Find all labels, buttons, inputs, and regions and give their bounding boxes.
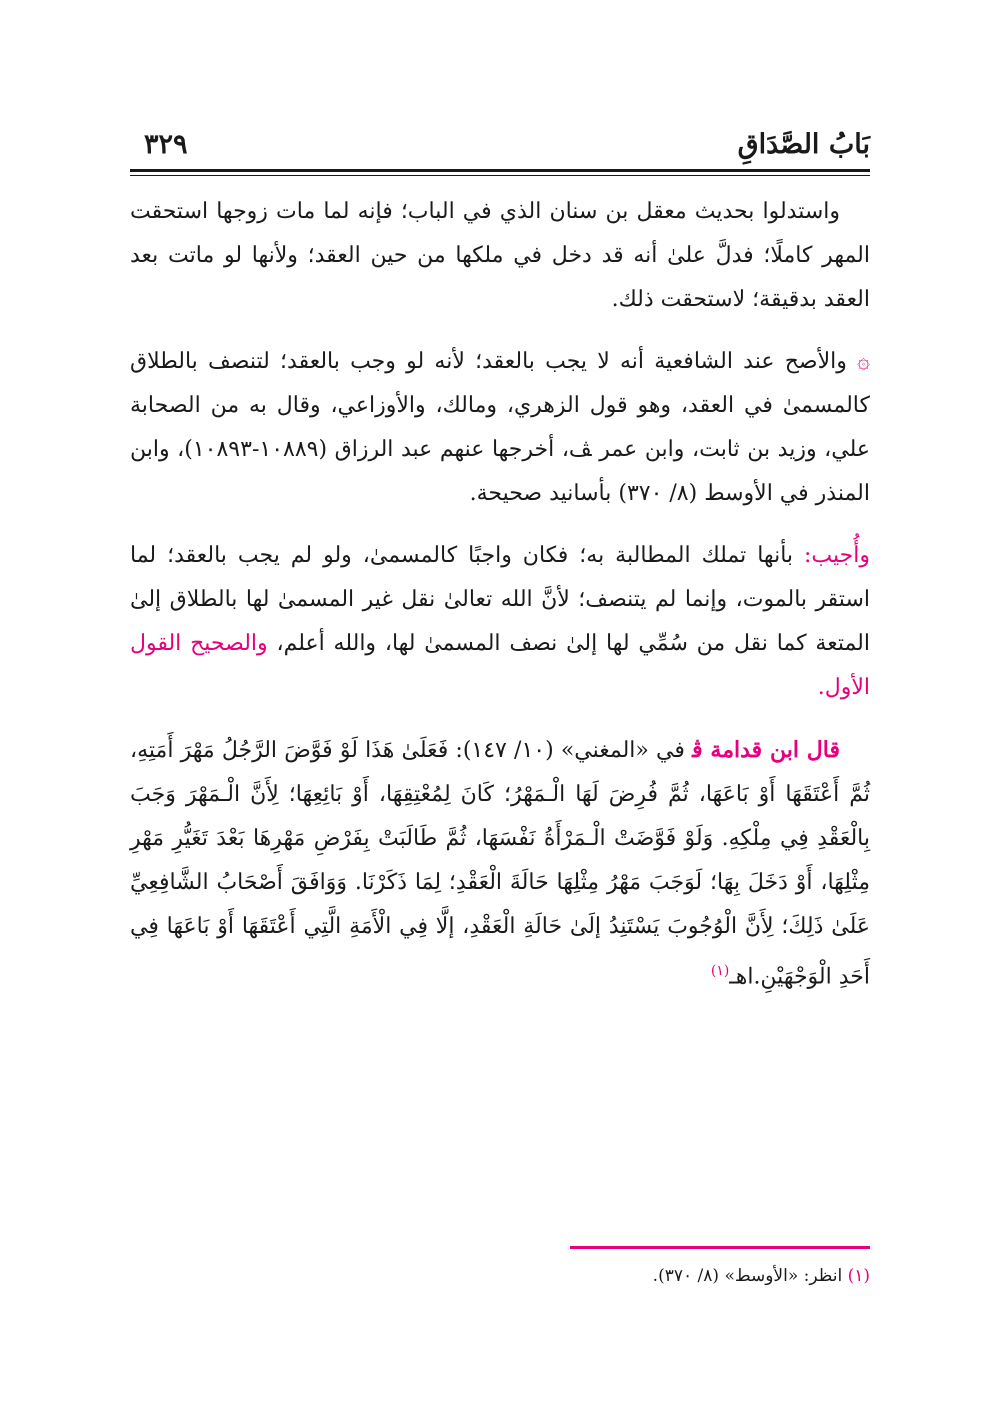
header-rule-thin: [130, 175, 870, 176]
reply-lead: وأُجيب:: [804, 543, 870, 568]
paragraph-text: والأصح عند الشافعية أنه لا يجب بالعقد؛ لأنه لو وجب بالعقد؛ لتنصف بالطلاق كالمسمىٰ في العقد، وهو قول الزهري، ومالك، والأوزاعي، وقال به من الصحابة علي، وزيد بن ثابت، وابن عمر ﭫ، أخرجها عنهم عبد الرزاق (١٠٨٨٩-١٠٨٩٣)، وابن المنذر في الأوسط (٨/ ٣٧٠) بأسانيد صحيحة.: [130, 349, 870, 506]
quote-lead: قال ابن قدامة ﭬ: [692, 737, 841, 763]
paragraph-evidence: [130, 190, 870, 322]
paragraph-reply: [130, 534, 870, 710]
paragraph-shafii: [130, 340, 870, 516]
flower-ornament-icon: ۞: [857, 349, 870, 374]
footnote-ref: (١): [710, 963, 730, 979]
footnote-text: انظر: «الأوسط» (٨/ ٣٧٠).: [652, 1266, 843, 1286]
correct-opinion: والصحيح القول الأول.: [130, 631, 870, 700]
paragraph-text: بأنها تملك المطالبة به؛ فكان واجبًا كالمسمىٰ، ولو لم يجب بالعقد؛ لما استقر بالموت، وإنما لم يتنصف؛ لأنَّ الله تعالىٰ نقل غير المسمىٰ لها بالطلاق إلىٰ المتعة كما نقل من سُمِّي لها إلىٰ نصف المسمىٰ لها، والله أعلم،: [130, 543, 870, 656]
header-rule-thick: [130, 169, 870, 172]
paragraph-text: في «المغني» (١٠/ ١٤٧): فَعَلَىٰ هَذَا لَوْ فَوَّضَ الرَّجُلُ مَهْرَ أَمَتِهِ، ثُمَّ أَعْتَقَهَا أَوْ بَاعَهَا، ثُمَّ فُرِضَ لَهَا الْـمَهْرُ؛ كَانَ لِمُعْتِقِهَا، أَوْ بَائِعِهَا؛ لِأَنَّ الْـمَهْرَ وَجَبَ بِالْعَقْدِ فِي مِلْكِهِ. وَلَوْ فَوَّضَتْ الْـمَرْأَةُ نَفْسَهَا، ثُمَّ طَالَبَتْ بِفَرْضِ مَهْرِهَا بَعْدَ تَغَيُّرِ مَهْرِ مِثْلِهَا، أَوْ دَخَلَ بِهَا؛ لَوَجَبَ مَهْرُ مِثْلِهَا حَالَةَ الْعَقْدِ؛ لِمَا ذَكَرْنَا. وَوَافَقَ أَصْحَابُ الشَّافِعِيِّ عَلَىٰ ذَلِكَ؛ لِأَنَّ الْوُجُوبَ يَسْتَنِدُ إلَىٰ حَالَةِ الْعَقْدِ، إلَّا فِي الْأَمَةِ الَّتِي أَعْتَقَهَا أَوْ بَاعَهَا فِي أَحَدِ الْوَجْهَيْنِ.اهـ: [130, 738, 870, 990]
footnote-rule: [570, 1246, 870, 1249]
chapter-title: بَابُ الصَّدَاقِ: [737, 129, 870, 160]
footnote-marker: (١): [847, 1266, 870, 1286]
footnote: [130, 1266, 870, 1286]
page-number: ٣٢٩: [144, 129, 188, 160]
page-header: [130, 125, 870, 169]
paragraph-ibn-qudama: [130, 728, 870, 999]
page-body: [130, 190, 870, 1017]
paragraph-text: واستدلوا بحديث معقل بن سنان الذي في الباب؛ فإنه لما مات زوجها استحقت المهر كاملًا؛ فدلَّ علىٰ أنه قد دخل في ملكها من حين العقد؛ ولأنها لو ماتت بعد العقد بدقيقة؛ لاستحقت ذلك.: [130, 199, 870, 312]
